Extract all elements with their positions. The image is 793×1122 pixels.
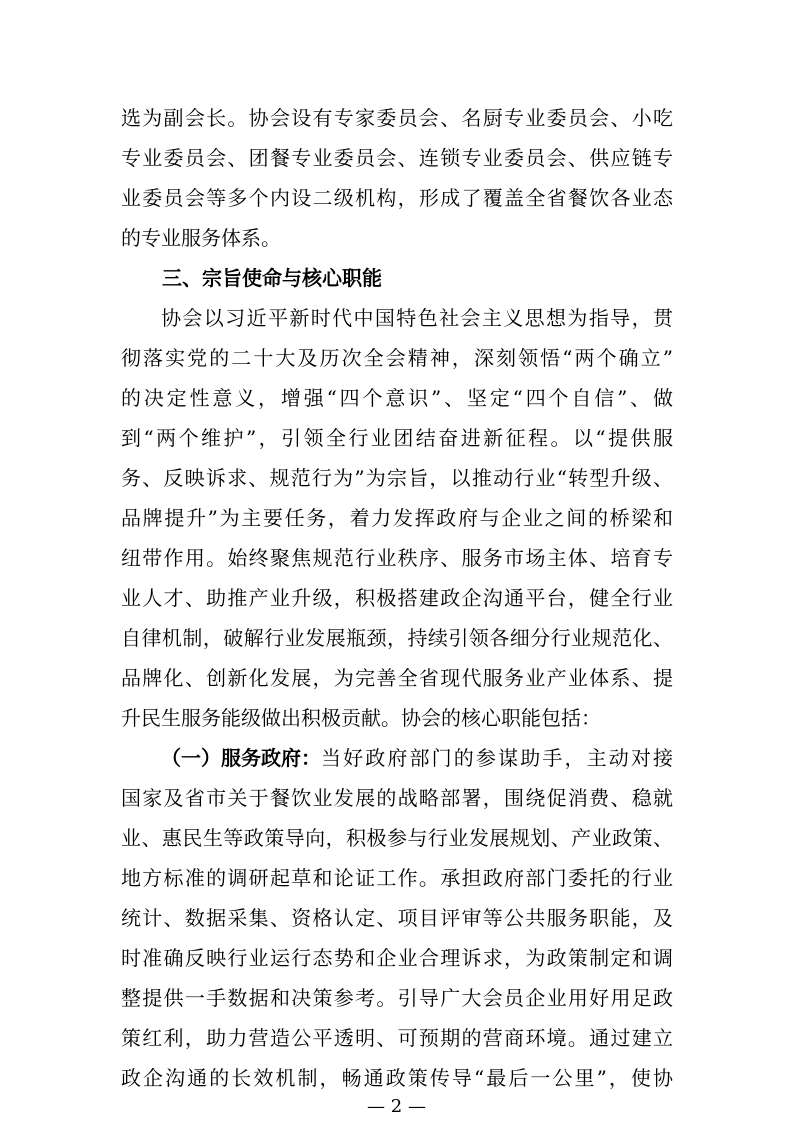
body-text-line: 选为副会长。协会设有专家委员会、名厨专业委员会、小吃 xyxy=(121,106,673,130)
function-one-intro: 当好政府部门的参谋助手，主动对接 xyxy=(321,746,673,770)
body-text-line: 业人才、助推产业升级，积极搭建政企沟通平台，健全行业 xyxy=(121,586,673,610)
body-text-line: 的专业服务体系。 xyxy=(121,226,281,250)
body-text-line: 品牌化、创新化发展，为完善全省现代服务业产业体系、提 xyxy=(121,666,673,690)
body-text-line: 务、反映诉求、规范行为”为宗旨，以推动行业“转型升级、 xyxy=(121,466,673,490)
function-one-title: （一）服务政府： xyxy=(161,746,321,770)
body-text-line: 统计、数据采集、资格认定、项目评审等公共服务职能，及 xyxy=(121,906,673,930)
body-text-line: 到“两个维护”，引领全行业团结奋进新征程。以“提供服 xyxy=(121,426,673,450)
function-one-first-line xyxy=(161,738,673,778)
body-text-line: 专业委员会、团餐专业委员会、连锁专业委员会、供应链专 xyxy=(121,146,673,170)
body-text-line: 地方标准的调研起草和论证工作。承担政府部门委托的行业 xyxy=(121,866,673,890)
body-text-line: 协会以习近平新时代中国特色社会主义思想为指导，贯 xyxy=(161,306,673,330)
body-text-line: 国家及省市关于餐饮业发展的战略部署，围绕促消费、稳就 xyxy=(121,786,673,810)
body-text-line: 的决定性意义，增强“四个意识”、坚定“四个自信”、做 xyxy=(121,386,673,410)
body-text-line: 时准确反映行业运行态势和企业合理诉求，为政策制定和调 xyxy=(121,946,673,970)
body-text-line: 自律机制，破解行业发展瓶颈，持续引领各细分行业规范化、 xyxy=(121,626,673,650)
body-text-line: 品牌提升”为主要任务，着力发挥政府与企业之间的桥梁和 xyxy=(121,506,673,530)
body-text-line: 整提供一手数据和决策参考。引导广大会员企业用好用足政 xyxy=(121,986,673,1010)
body-text-line: 纽带作用。始终聚焦规范行业秩序、服务市场主体、培育专 xyxy=(121,546,673,570)
body-text-line: 彻落实党的二十大及历次全会精神，深刻领悟“两个确立” xyxy=(121,346,673,370)
page-number: — 2 — xyxy=(367,1096,426,1117)
body-text-line: 业、惠民生等政策导向，积极参与行业发展规划、产业政策、 xyxy=(121,826,673,850)
body-text-line: 政企沟通的长效机制，畅通政策传导“最后一公里”，使协 xyxy=(121,1066,673,1090)
body-text-line: 升民生服务能级做出积极贡献。协会的核心职能包括： xyxy=(121,706,601,730)
section-heading: 三、宗旨使命与核心职能 xyxy=(162,266,382,290)
body-text-line: 业委员会等多个内设二级机构，形成了覆盖全省餐饮各业态 xyxy=(121,186,673,210)
body-text-line: 策红利，助力营造公平透明、可预期的营商环境。通过建立 xyxy=(121,1026,673,1050)
